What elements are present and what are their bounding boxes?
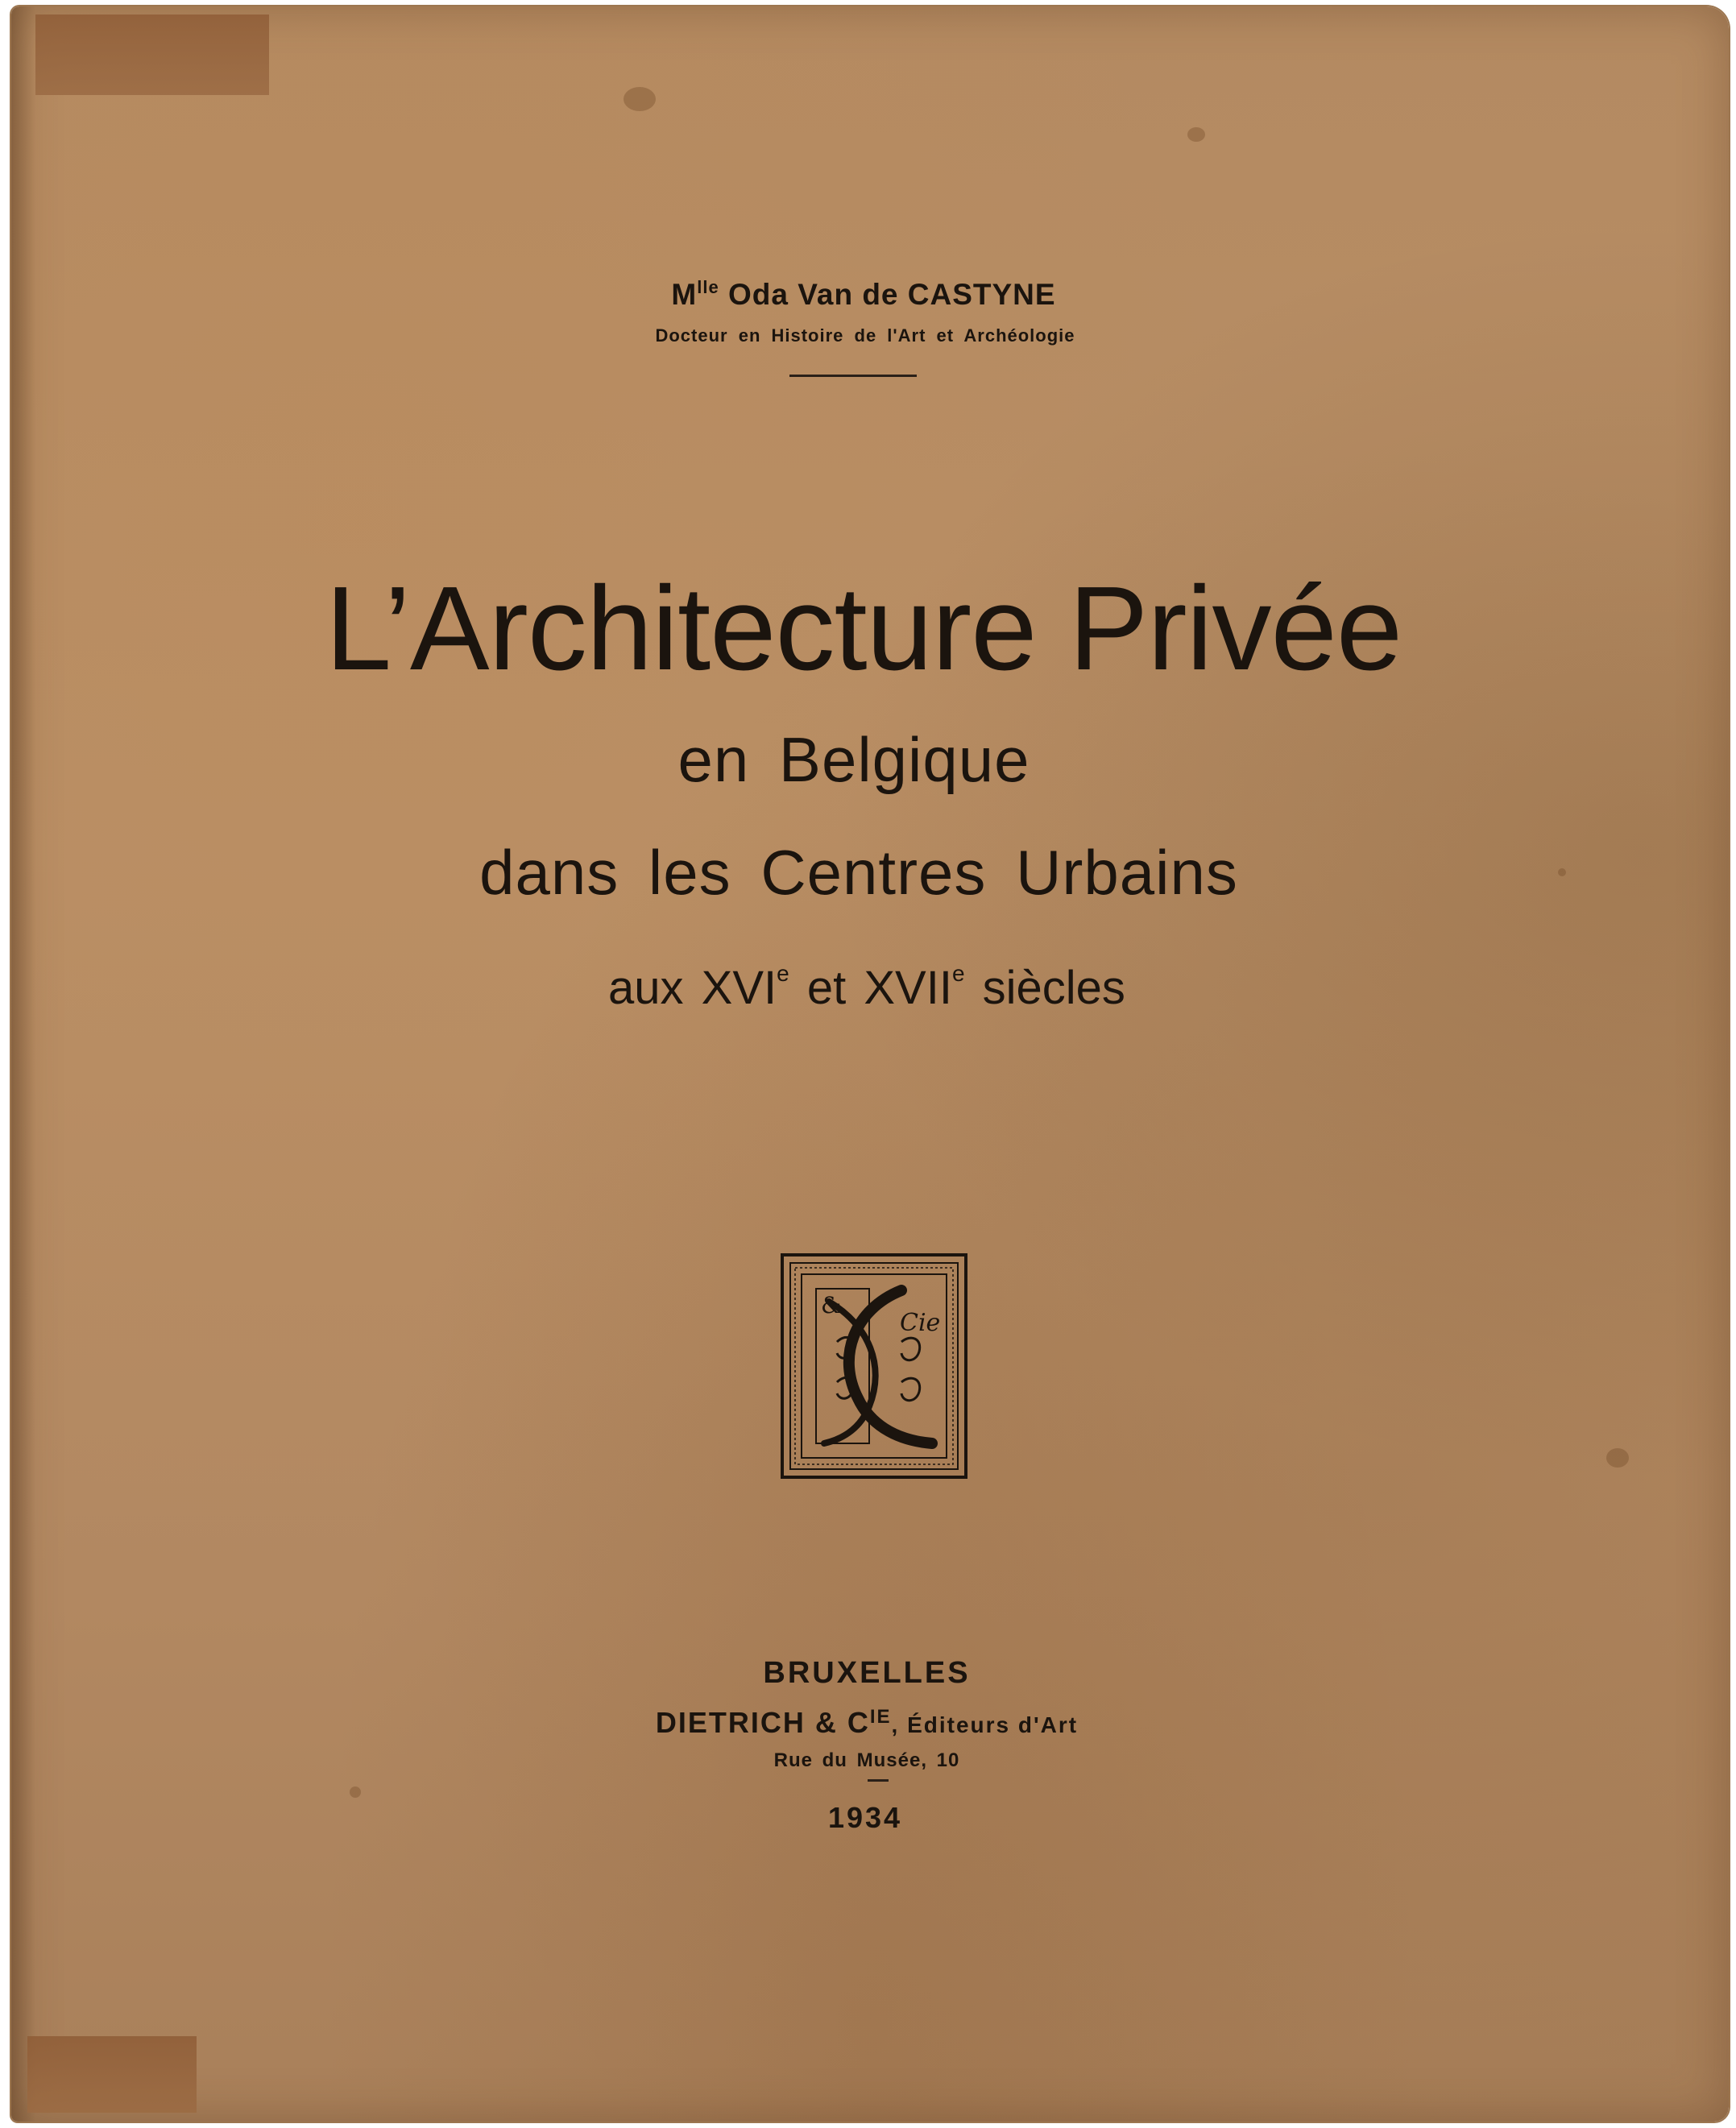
- publisher-emblem-icon: [781, 1253, 967, 1479]
- book-title: L’Architecture Privée: [325, 562, 1402, 695]
- author-prefix-sup: lle: [697, 277, 719, 297]
- subtitle-part-3: siècles: [964, 962, 1125, 1014]
- publisher-address: Rue du Musée, 10: [773, 1749, 960, 1771]
- subtitle-sup-1: e: [777, 961, 789, 986]
- author-line: [11, 277, 1722, 312]
- foxing-spot: [624, 87, 656, 111]
- emblem-monogram: &: [821, 1292, 841, 1319]
- publisher-suffix: , Éditeurs d'Art: [891, 1712, 1079, 1737]
- foxing-spot: [1606, 1448, 1629, 1468]
- emblem-text: Cie: [900, 1309, 941, 1337]
- divider-rule: [789, 375, 917, 377]
- publisher-sup: IE: [869, 1706, 892, 1728]
- publication-city: BRUXELLES: [763, 1656, 971, 1690]
- author-credential: Docteur en Histoire de l'Art et Archéologie: [655, 325, 1075, 346]
- author-name: Oda Van de CASTYNE: [727, 278, 1056, 311]
- subtitle-part-2: et XVII: [789, 962, 952, 1014]
- foxing-spot: [350, 1786, 361, 1798]
- tape-stain-bottom: [27, 2036, 197, 2113]
- book-cover: [11, 6, 1729, 2122]
- subtitle-part-1: aux XVI: [608, 962, 777, 1014]
- subtitle-line-3: [11, 961, 1726, 1015]
- tape-stain-top: [35, 14, 269, 95]
- publisher-line: [11, 1706, 1726, 1740]
- publisher-name: DIETRICH & C: [655, 1706, 870, 1739]
- subtitle-line-2: dans les Centres Urbains: [479, 837, 1238, 908]
- subtitle-sup-2: e: [951, 961, 965, 986]
- publication-year: 1934: [827, 1801, 903, 1834]
- short-dash: [868, 1779, 889, 1782]
- author-prefix: M: [671, 278, 698, 311]
- subtitle-line-1: en Belgique: [677, 724, 1030, 795]
- foxing-spot: [1187, 127, 1205, 142]
